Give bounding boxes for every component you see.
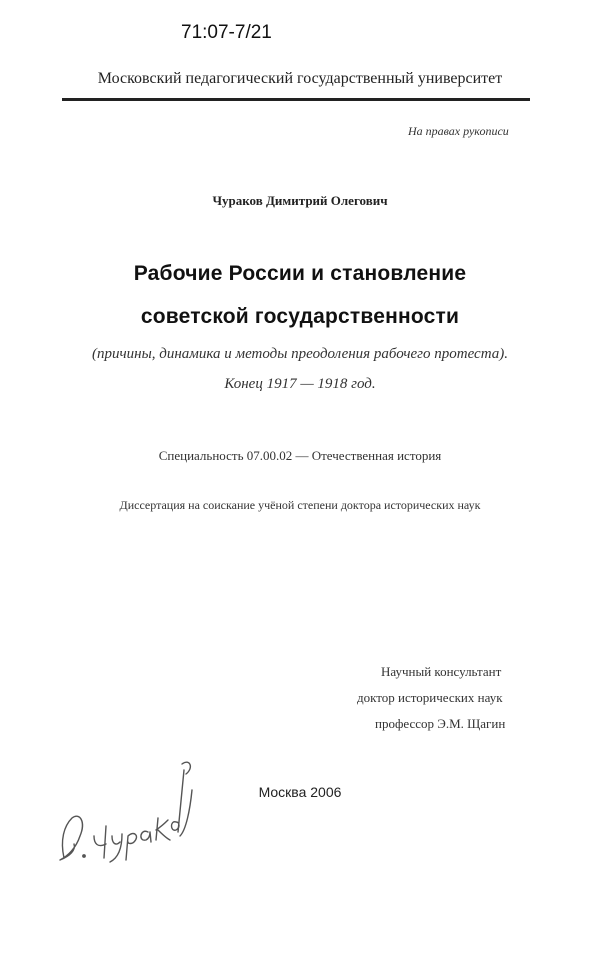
advisor-line-3: профессор Э.М. Щагин	[375, 716, 506, 731]
place-year: Москва 2006	[258, 784, 342, 800]
rights-note: На правах рукописи	[408, 124, 509, 138]
title-line-2: советской государственности	[140, 305, 460, 328]
header-rule	[62, 98, 530, 101]
handwritten-signature	[50, 740, 200, 870]
subtitle-line-2: Конец 1917 — 1918 год.	[224, 376, 376, 392]
advisor-line-1: Научный консультант	[381, 664, 502, 679]
specialty: Специальность 07.00.02 — Отечественная история	[158, 448, 442, 463]
title-line-1: Рабочие России и становление	[133, 262, 467, 285]
author-name: Чураков Димитрий Олегович	[212, 193, 388, 208]
document-code: 71:07-7/21	[181, 22, 272, 43]
subtitle-line-1: (причины, динамика и методы преодоления рабочего протеста).	[92, 346, 508, 362]
university-name: Московский педагогический государственный университет	[97, 70, 503, 87]
degree-statement: Диссертация на соискание учёной степени доктора исторических наук	[119, 498, 481, 512]
advisor-line-2: доктор исторических наук	[357, 690, 503, 705]
